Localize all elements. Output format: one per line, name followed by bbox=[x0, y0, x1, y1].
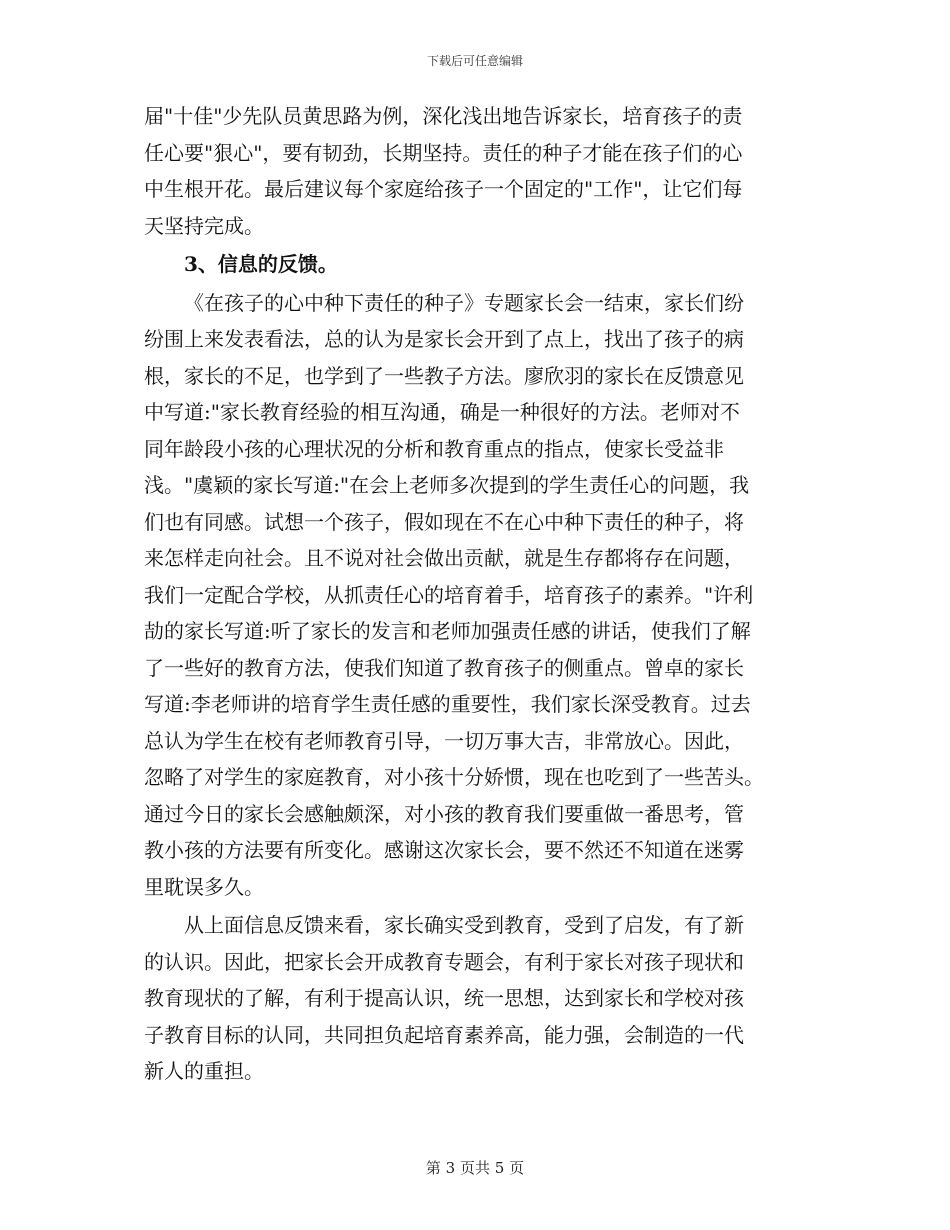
text-line: 的认识。因此，把家长会开成教育专题会，有利于家长对孩子现状和 bbox=[144, 949, 744, 974]
text-line: 忽略了对学生的家庭教育，对小孩十分娇惯，现在也吃到了一些苦头。 bbox=[144, 765, 764, 789]
text-line: 从上面信息反馈来看，家长确实受到教育，受到了启发，有了新 bbox=[184, 913, 744, 937]
document-body bbox=[144, 98, 804, 1090]
text-line: 里耽误多久。 bbox=[144, 874, 264, 899]
text-line: 《在孩子的心中种下责任的种子》专题家长会一结束，家长们纷 bbox=[184, 290, 744, 315]
text-line: 中写道:"家长教育经验的相互沟通，确是一种很好的方法。老师对不 bbox=[144, 400, 740, 424]
text-line: 教小孩的方法要有所变化。感谢这次家长会，要不然还不知道在迷雾 bbox=[144, 838, 744, 862]
text-line: 同年龄段小孩的心理状况的分析和教育重点的指点，使家长受益非 bbox=[144, 436, 724, 461]
text-line: 中生根开花。最后建议每个家庭给孩子一个固定的"工作"，让它们每 bbox=[144, 177, 743, 201]
text-line: 浅。"虞颖的家长写道:"在会上老师多次提到的学生责任心的问题，我 bbox=[144, 473, 750, 497]
text-line: 总认为学生在校有老师教育引导，一切万事大吉，非常放心。因此， bbox=[144, 728, 744, 753]
text-line: 通过今日的家长会感触颇深，对小孩的教育我们要重做一番思考，管 bbox=[144, 801, 744, 826]
text-line: 根，家长的不足，也学到了一些教子方法。廖欣羽的家长在反馈意见 bbox=[144, 363, 744, 388]
text-line: 任心要"狠心"，要有韧劲，长期坚持。责任的种子才能在孩子们的心 bbox=[144, 140, 743, 165]
text-line: 子教育目标的认同，共同担负起培育素养高，能力强，会制造的一代 bbox=[144, 1022, 744, 1047]
paragraph-continuation bbox=[144, 98, 804, 244]
page-footer: 第 3 页共 5 页 bbox=[425, 1159, 525, 1177]
text-line: 来怎样走向社会。且不说对社会做出贡献，就是生存都将存在问题， bbox=[144, 546, 744, 570]
text-line: 们也有同感。试想一个孩子，假如现在不在心中种下责任的种子，将 bbox=[144, 509, 744, 534]
text-line: 我们一定配合学校，从抓责任心的培育着手，培育孩子的素养。"许利 bbox=[144, 582, 754, 607]
text-line: 届"十佳"少先队员黄思路为例，深化浅出地告诉家长，培育孩子的责 bbox=[144, 104, 743, 128]
section-heading-text: 3、信息的反馈。 bbox=[184, 252, 338, 276]
text-line: 纷围上来发表看法，总的认为是家长会开到了点上，找出了孩子的病 bbox=[144, 327, 744, 351]
section-heading bbox=[144, 246, 804, 283]
text-line: 教育现状的了解，有利于提高认识，统一思想，达到家长和学校对孩 bbox=[144, 986, 744, 1010]
page-header: 下载后可任意编辑 bbox=[426, 54, 523, 68]
paragraph-feedback bbox=[144, 285, 804, 906]
text-line: 写道:李老师讲的培育学生责任感的重要性，我们家长深受教育。过去 bbox=[144, 692, 751, 716]
text-line: 劼的家长写道:听了家长的发言和老师加强责任感的讲话，使我们了解 bbox=[144, 619, 751, 643]
text-line: 新人的重担。 bbox=[144, 1059, 264, 1083]
paragraph-conclusion bbox=[144, 907, 804, 1090]
text-line: 天坚持完成。 bbox=[144, 213, 264, 238]
text-line: 了一些好的教育方法，使我们知道了教育孩子的侧重点。曾卓的家长 bbox=[144, 655, 744, 680]
